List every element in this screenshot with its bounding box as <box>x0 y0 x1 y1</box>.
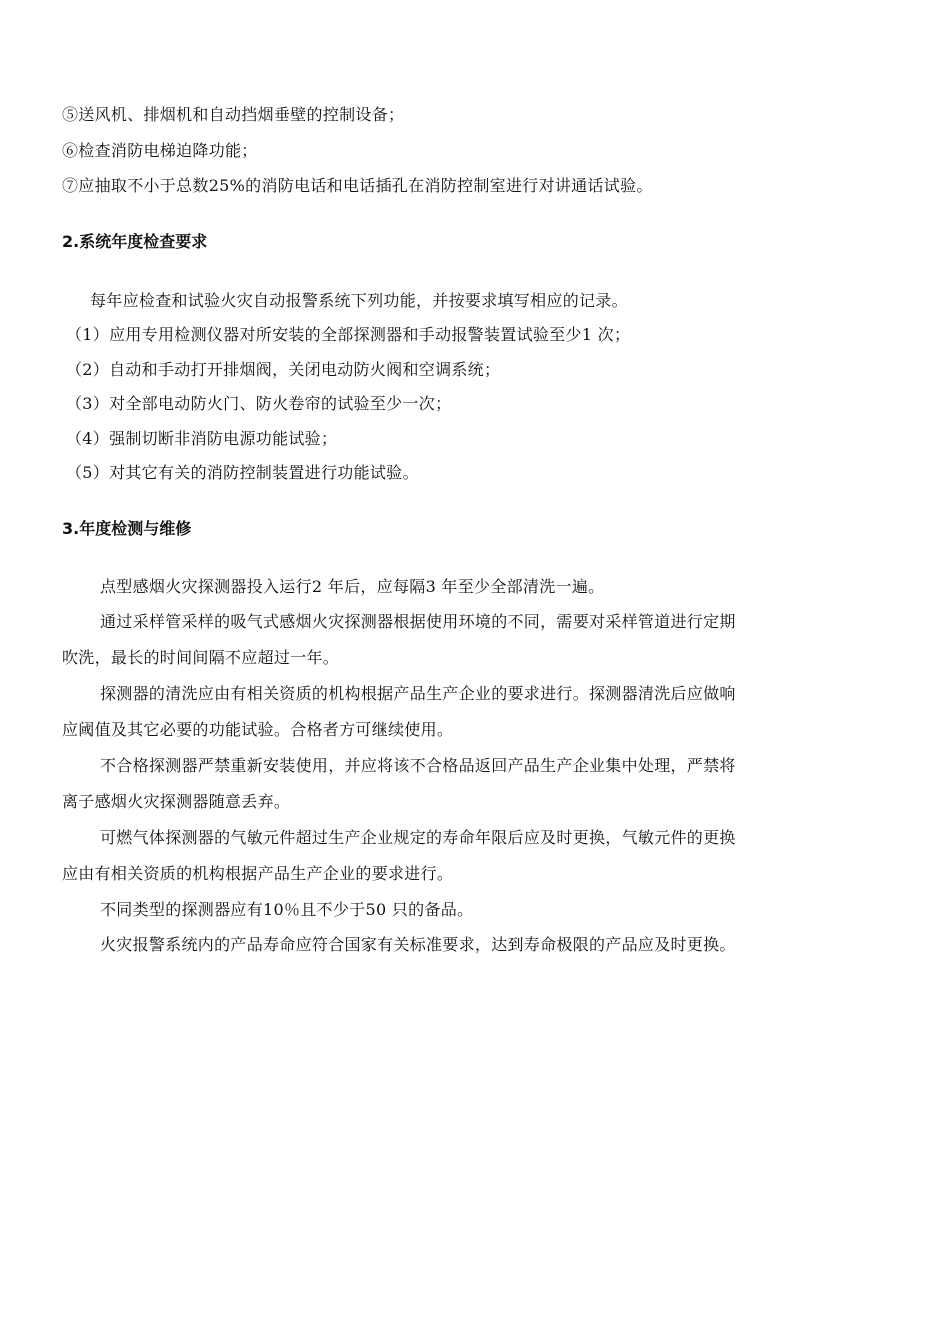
list-item-7: ⑦应抽取不小于总数25%的消防电话和电话插孔在消防控制室进行对讲通话试验。 <box>62 176 653 195</box>
section-heading-3: 3.年度检测与维修 <box>62 519 192 538</box>
section3-paragraph-line: 火灾报警系统内的产品寿命应符合国家有关标准要求，达到寿命极限的产品应及时更换。 <box>100 935 736 954</box>
section2-item-1: （1）应用专用检测仪器对所安装的全部探测器和手动报警装置试验至少1 次； <box>66 325 631 344</box>
section3-paragraph-line: 不合格探测器严禁重新安装使用，并应将该不合格品返回产品生产企业集中处理，严禁将 <box>100 756 736 775</box>
list-item-5: ⑤送风机、排烟机和自动挡烟垂壁的控制设备； <box>62 105 405 124</box>
section3-paragraph-line: 应阈值及其它必要的功能试验。合格者方可继续使用。 <box>62 720 454 739</box>
section2-item-4: （4）强制切断非消防电源功能试验； <box>66 429 338 448</box>
section3-paragraph-line: 可燃气体探测器的气敏元件超过生产企业规定的寿命年限后应及时更换，气敏元件的更换 <box>100 828 736 847</box>
section3-paragraph-line: 离子感烟火灾探测器随意丢弃。 <box>62 792 291 811</box>
list-item-6: ⑥检查消防电梯迫降功能； <box>62 141 258 160</box>
section2-item-2: （2）自动和手动打开排烟阀，关闭电动防火阀和空调系统； <box>66 360 501 379</box>
section2-item-3: （3）对全部电动防火门、防火卷帘的试验至少一次； <box>66 394 452 413</box>
section3-paragraph-line: 不同类型的探测器应有10％且不少于50 只的备品。 <box>100 900 474 919</box>
section3-paragraph-line: 点型感烟火灾探测器投入运行2 年后，应每隔3 年至少全部清洗一遍。 <box>100 577 605 596</box>
section3-paragraph-line: 探测器的清洗应由有相关资质的机构根据产品生产企业的要求进行。探测器清洗后应做响 <box>100 684 736 703</box>
section3-paragraph-line: 通过采样管采样的吸气式感烟火灾探测器根据使用环境的不同，需要对采样管道进行定期 <box>100 612 736 631</box>
section2-intro: 每年应检查和试验火灾自动报警系统下列功能，并按要求填写相应的记录。 <box>90 291 628 310</box>
section3-paragraph-line: 应由有相关资质的机构根据产品生产企业的要求进行。 <box>62 864 454 883</box>
section2-item-5: （5）对其它有关的消防控制装置进行功能试验。 <box>66 463 419 482</box>
section-heading-2: 2.系统年度检查要求 <box>62 232 208 251</box>
section3-paragraph-line: 吹洗，最长的时间间隔不应超过一年。 <box>62 648 340 667</box>
